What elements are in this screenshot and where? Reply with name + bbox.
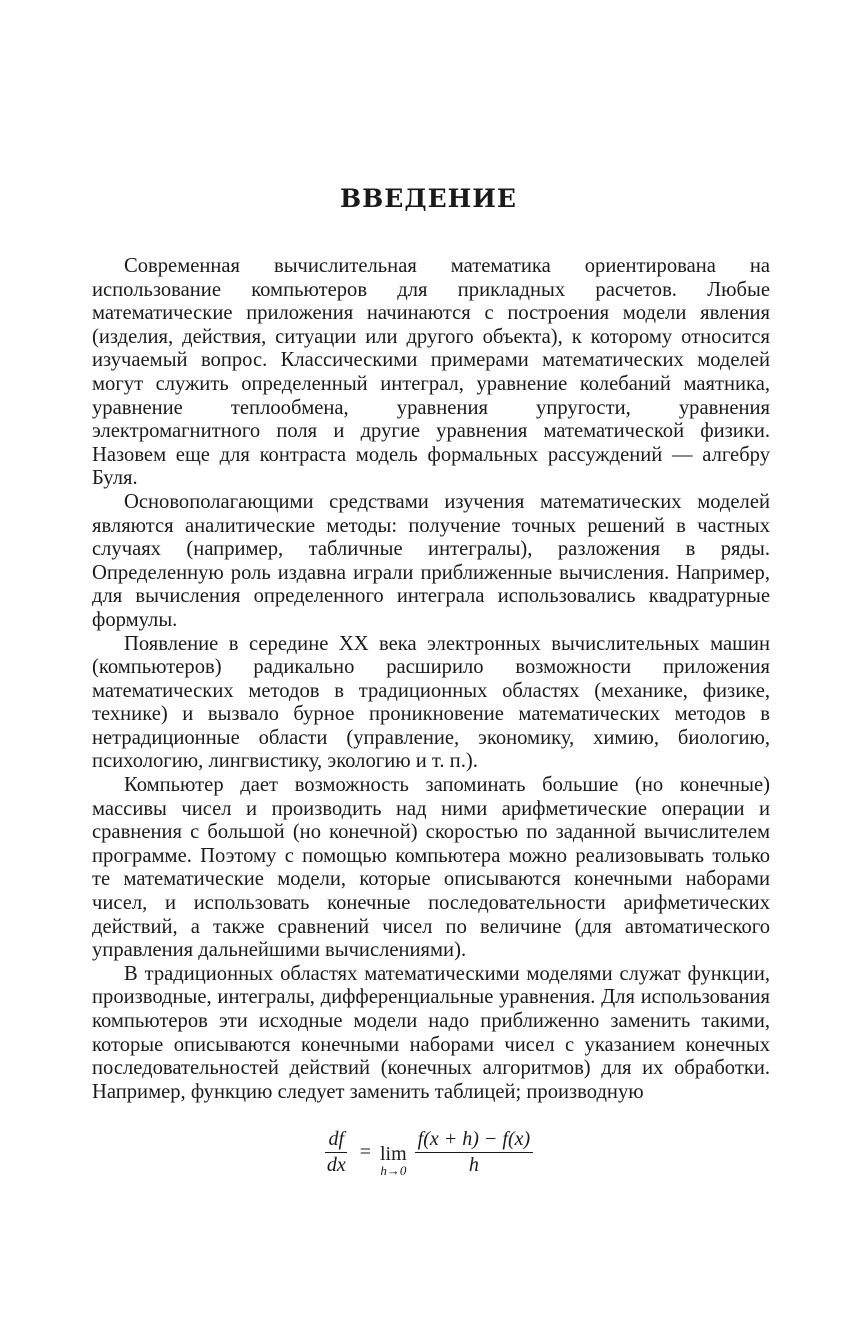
quotient-numerator: f(x + h) − f(x) [415,1128,534,1153]
paragraph: Компьютер дает возможность запоминать большие (но конечные) массивы чисел и производить над ними арифметические операции и сравнения с большой (но конечной) скоростью по заданной вычислителем программе. Поэтому с помощью компьютера можно реализовывать только те математические модели, которые описываются конечными наборами чисел, и использовать конечные последовательности арифметических действий, а также сравнений чисел по величине (для автоматического управления дальнейшими вычислениями). [92,774,770,962]
equals-sign: = [359,1141,371,1163]
limit-word: lim [380,1142,407,1165]
paragraph: Современная вычислительная математика ориентирована на использование компьютеров для прикладных расчетов. Любые математические приложения начинаются с построения модели явления (изделия, действия, ситуации или другого объекта), к которому относится изучаемый вопрос. Классическими примерами математических моделей могут служить определенный интеграл, уравнение колебаний маятника, уравнение теплообмена, уравнения упругости, уравнения электромагнитного поля и другие уравнения математической физики. Назовем еще для контраста модель формальных рассуждений — алгебру Буля. [92,255,770,490]
limit-subscript: h→0 [380,1162,407,1178]
fraction-numerator: df [325,1128,347,1153]
limit-operator [380,1144,407,1178]
quotient-denominator: h [468,1154,479,1176]
fraction-denominator: dx [326,1154,346,1176]
derivative-formula [0,1128,857,1177]
paragraph: Основополагающими средствами изучения математических моделей являются аналитические методы: получение точных решений в частных случаях (например, табличные интегралы), разложения в ряды. Определенную роль издавна играли приближенные вычисления. Например, для вычисления определенного интеграла использовались квадратурные формулы. [92,490,770,631]
difference-quotient [415,1128,534,1177]
body-text [92,255,770,1104]
paragraph: Появление в середине XX века электронных вычислительных машин (компьютеров) радикально расширило возможности приложения математических методов в традиционных областях (механике, физике, технике) и вызвало бурное проникновение математических методов в нетрадиционные области (управление, экономику, химию, биологию, психологию, лингвистику, экологию и т. п.). [92,632,770,773]
chapter-title: ВВЕДЕНИЕ [340,184,517,213]
paragraph: В традиционных областях математическими моделями служат функции, производные, интегралы, дифференциальные уравнения. Для использования компьютеров эти исходные модели надо приближенно заменить такими, которые описываются конечными наборами чисел с указанием конечных последовательностей действий (конечных алгоритмов) для их обработки. Например, функцию следует заменить таблицей; производную [92,962,770,1103]
derivative-fraction [324,1128,349,1177]
